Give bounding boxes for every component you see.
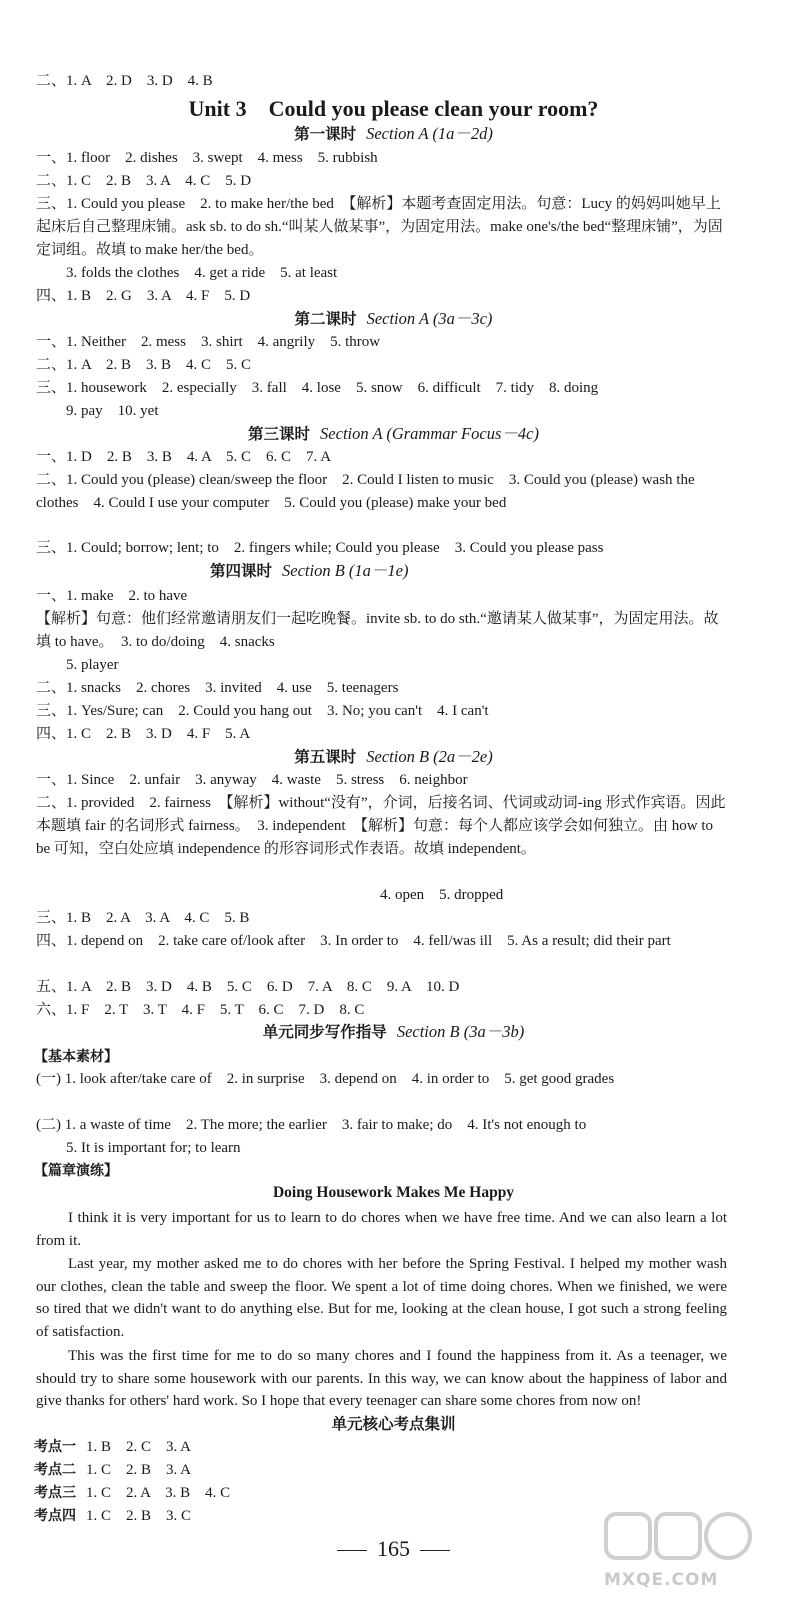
answer-line: 一、1. make 2. to have <box>36 588 188 604</box>
section-heading-en: Section A (1a－2d) <box>366 124 493 143</box>
section-heading-en: Section A (Grammar Focus－4c) <box>320 424 539 443</box>
answer-line: 六、1. F 2. T 3. T 4. F 5. T 6. C 7. D 8. C <box>36 1002 365 1018</box>
answer-line: 5. player <box>66 657 119 673</box>
answer-line: 【解析】句意：他们经常邀请朋友们一起吃晚餐。invite sb. to do sth.“邀请某人做某事”，为固定用法。故填 to have。 3. to do/doing 4. snacks <box>36 611 719 650</box>
answer-line: 9. pay 10. yet <box>66 403 159 419</box>
answer-line: 一、1. Neither 2. mess 3. shirt 4. angrily 5. throw <box>36 334 381 350</box>
kaodian-label: 考点二 <box>34 1462 76 1478</box>
materials-tag: 【基本素材】 <box>34 1049 118 1065</box>
answer-line: (一) 1. look after/take care of 2. in surprise 3. depend on 4. in order to 5. get good grades <box>36 1071 615 1087</box>
unit-title: Unit 3 Could you please clean your room? <box>188 96 599 121</box>
answer-line: 一、1. floor 2. dishes 3. swept 4. mess 5. rubbish <box>36 150 378 166</box>
kaodian-row <box>34 1482 230 1504</box>
answer-line: 四、1. B 2. G 3. A 4. F 5. D <box>36 288 251 304</box>
section-heading-5 <box>0 745 787 769</box>
core-heading <box>0 1412 787 1436</box>
kaodian-label: 考点一 <box>34 1439 76 1455</box>
section-heading-cn: 第二课时 <box>294 310 357 328</box>
section-heading-en: Section B (3a－3b) <box>396 1022 525 1041</box>
kaodian-row <box>34 1436 191 1458</box>
essay-paragraph: I think it is very important for us to learn to do chores when we have free time. And we can also learn a lot from it. <box>36 1210 727 1249</box>
answer-line: 三、1. Yes/Sure; can 2. Could you hang out 3. No; you can't 4. I can't <box>36 703 489 719</box>
answer-line: 四、1. depend on 2. take care of/look after 3. In order to 4. fell/was ill 5. As a result; did their part <box>36 933 671 949</box>
answer-line: 一、1. Since 2. unfair 3. anyway 4. waste 5. stress 6. neighbor <box>36 772 468 788</box>
section-heading-6 <box>0 1020 787 1044</box>
kaodian-label: 考点三 <box>34 1485 76 1501</box>
kaodian-answers: 1. C 2. B 3. A <box>86 1462 192 1478</box>
section-heading-cn: 单元同步写作指导 <box>262 1023 387 1041</box>
section-heading-cn: 第四课时 <box>210 562 273 580</box>
section-heading-cn: 第三课时 <box>248 425 311 443</box>
watermark-text: MXQE.COM <box>604 1570 719 1590</box>
section-heading-1 <box>0 122 787 146</box>
answer-line: 三、1. Could; borrow; lent; to 2. fingers while; Could you please 3. Could you please pass <box>36 540 604 556</box>
answer-line: 4. open 5. dropped <box>380 887 504 903</box>
answer-line: 二、1. A 2. B 3. B 4. C 5. C <box>36 357 252 373</box>
answer-line: 三、1. B 2. A 3. A 4. C 5. B <box>36 910 250 926</box>
answer-line: 二、1. C 2. B 3. A 4. C 5. D <box>36 173 252 189</box>
core-heading-text: 单元核心考点集训 <box>331 1415 456 1433</box>
answer-line: 二、1. snacks 2. chores 3. invited 4. use 5. teenagers <box>36 680 399 696</box>
answer-line: 二、1. provided 2. fairness 【解析】without“没有”，介词，后接名词、代词或动词-ing 形式作宾语。因此本题填 fair 的名词形式 fairness。 3. independent 【解析】句意：每个人都应该学会如何独立。由 how to be 可知，空白处应填 independence 的形容词形式作表语。故填 independent。 <box>36 795 726 857</box>
kaodian-label: 考点四 <box>34 1508 76 1524</box>
answer-line: 3. folds the clothes 4. get a ride 5. at least <box>66 265 338 281</box>
section-heading-en: Section B (2a－2e) <box>366 747 493 766</box>
kaodian-answers: 1. B 2. C 3. A <box>86 1439 192 1455</box>
kaodian-row <box>34 1459 191 1481</box>
section-heading-en: Section A (3a－3c) <box>366 309 493 328</box>
kaodian-row <box>34 1505 191 1527</box>
page-number-dash <box>420 1550 450 1551</box>
kaodian-answers: 1. C 2. A 3. B 4. C <box>86 1485 231 1501</box>
answer-line: 五、1. A 2. B 3. D 4. B 5. C 6. D 7. A 8. C 9. A 10. D <box>36 979 460 995</box>
kaodian-answers: 1. C 2. B 3. C <box>86 1508 192 1524</box>
answer-line: 一、1. D 2. B 3. B 4. A 5. C 6. C 7. A <box>36 449 332 465</box>
essay-paragraph: Last year, my mother asked me to do chores with her before the Spring Festival. I helped my mother wash our clothes, clean the table and sweep the floor. We spent a lot of time doing chores. When we finished, we were so tired that we didn't want to do anything else. But for me, looking at the clean house, I got such a strong feeling of satisfaction. <box>36 1256 727 1340</box>
section-heading-3 <box>0 422 787 446</box>
answer-line: 二、1. A 2. D 3. D 4. B <box>36 73 213 89</box>
practice-tag: 【篇章演练】 <box>34 1163 118 1179</box>
section-heading-cn: 第一课时 <box>294 125 357 143</box>
section-heading-4 <box>210 559 408 583</box>
essay-paragraph: This was the first time for me to do so many chores and I found the happiness from it. As a teenager, we should try to share some housework with our parents. In this way, we can know about the happiness of labor and give thanks for others' hard work. So I hope that every teenager can share some chores from now on! <box>36 1348 727 1409</box>
section-heading-2 <box>0 307 787 331</box>
answer-line: 5. It is important for; to learn <box>66 1140 241 1156</box>
page-number-dash <box>337 1550 367 1551</box>
section-heading-cn: 第五课时 <box>294 748 357 766</box>
essay-title: Doing Housework Makes Me Happy <box>272 1184 515 1201</box>
section-heading-en: Section B (1a－1e) <box>282 561 409 580</box>
answer-line: 二、1. Could you (please) clean/sweep the floor 2. Could I listen to music 3. Could you (please) wash the clothes 4. Could I use your computer 5. Could you (please) make your bed <box>36 472 695 511</box>
answer-line: (二) 1. a waste of time 2. The more; the earlier 3. fair to make; do 4. It's not enough to <box>36 1117 587 1133</box>
answer-line: 三、1. Could you please 2. to make her/the bed 【解析】本题考查固定用法。句意：Lucy 的妈妈叫她早上起床后自己整理床铺。ask sb. to do sh.“叫某人做某事”，为固定用法。make one's/the bed“整理床铺”，为固定词组。故填 to make her/the bed。 <box>36 196 723 258</box>
answer-line: 四、1. C 2. B 3. D 4. F 5. A <box>36 726 251 742</box>
answer-line: 三、1. housework 2. especially 3. fall 4. lose 5. snow 6. difficult 7. tidy 8. doing <box>36 380 599 396</box>
page-number-text: 165 <box>377 1536 410 1561</box>
